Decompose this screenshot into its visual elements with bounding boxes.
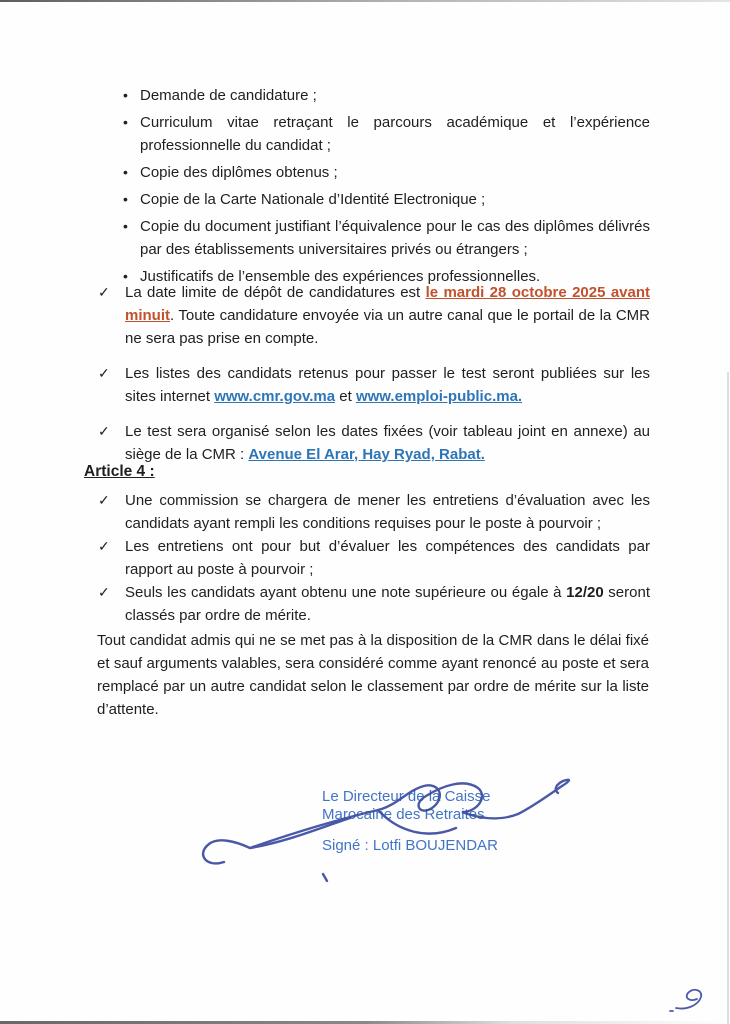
- bullet-icon: •: [123, 218, 128, 234]
- note-deadline-text: [125, 281, 650, 350]
- list-item-text: Copie des diplômes obtenus ;: [140, 164, 338, 181]
- article-4-item-text: Les entretiens ont pour but d’évaluer les compétences des candidats par rapport au poste à pourvoir ;: [125, 538, 650, 578]
- link-cmr-address[interactable]: Avenue El Arar, Hay Ryad, Rabat.: [248, 446, 485, 463]
- note-lists-publication: [84, 362, 650, 408]
- bullet-icon: •: [123, 164, 128, 180]
- list-item-text: Copie de la Carte Nationale d’Identité Electronique ;: [140, 191, 486, 208]
- checkmark-icon: ✓: [98, 492, 110, 508]
- link-cmr-website[interactable]: www.cmr.gov.ma: [214, 388, 336, 405]
- grade-threshold: 12/20: [566, 584, 604, 601]
- bullet-icon: •: [123, 114, 128, 130]
- handwritten-initial-paraph: [668, 984, 716, 1018]
- closing-paragraph: Tout candidat admis qui ne se met pas à la disposition de la CMR dans le délai fixé et sauf arguments valables, sera considéré comme ayant renoncé au poste et sera remplacé par un autre candidat selon le classement par ordre de mérite sur la liste d’attente.: [97, 632, 649, 718]
- article-4-item-text: [125, 581, 650, 627]
- note-test-prefix: Le test sera organisé selon les dates fixées (voir tableau joint en annexe) au siège de la CMR :: [125, 423, 650, 463]
- note-deadline-prefix: La date limite de dépôt de candidatures est: [125, 284, 426, 301]
- scan-edge-right: [727, 372, 729, 1024]
- article-4-item-suffix: seront classés par ordre de mérite.: [125, 584, 650, 624]
- link-emploi-public-website[interactable]: www.emploi-public.ma.: [355, 388, 523, 405]
- list-item-text: Justificatifs de l’ensemble des expériences professionnelles.: [140, 268, 541, 285]
- required-documents-list: [84, 84, 650, 292]
- article-4-item: [84, 581, 650, 627]
- note-deadline: [84, 281, 650, 350]
- list-item: [84, 161, 650, 184]
- notes-list: [84, 281, 650, 466]
- note-test-location-text: [125, 420, 650, 466]
- article-4-item: [84, 489, 650, 535]
- signature-signed-line: Signé : Lotfi BOUJENDAR: [322, 837, 498, 854]
- checkmark-icon: ✓: [98, 423, 110, 439]
- handwritten-signature-scrawl: [190, 756, 580, 888]
- list-item: [84, 188, 650, 211]
- bullet-icon: •: [123, 191, 128, 207]
- note-lists-text: [125, 362, 650, 408]
- deadline-date-highlight: le mardi 28 octobre 2025 avant minuit: [125, 284, 651, 324]
- article-4-heading: Article 4 :: [84, 463, 155, 480]
- signature-title-line2: Marocaine des Retraites: [322, 806, 485, 823]
- checkmark-icon: ✓: [98, 538, 110, 554]
- bullet-icon: •: [123, 268, 128, 284]
- list-item-text: Curriculum vitae retraçant le parcours académique et l’expérience professionnelle du candidat ;: [140, 114, 650, 154]
- note-lists-prefix: Les listes des candidats retenus pour passer le test seront publiées sur les sites internet: [125, 365, 650, 405]
- scan-edge-top: [0, 0, 730, 2]
- article-4-item: [84, 535, 650, 581]
- article-4-item-prefix: Seuls les candidats ayant obtenu une note supérieure ou égale à: [125, 584, 567, 601]
- note-deadline-suffix: . Toute candidature envoyée via un autre canal que le portail de la CMR ne sera pas prise en compte.: [125, 307, 650, 347]
- list-item: [84, 111, 650, 157]
- note-test-location: [84, 420, 650, 466]
- list-item: [84, 84, 650, 107]
- article-4-list: [84, 489, 650, 627]
- bullet-icon: •: [123, 87, 128, 103]
- list-item: [84, 215, 650, 261]
- checkmark-icon: ✓: [98, 365, 110, 381]
- list-item-text: Demande de candidature ;: [140, 87, 317, 104]
- article-4-item-text: Une commission se chargera de mener les entretiens d’évaluation avec les candidats ayant rempli les conditions requises pour le poste à pourvoir ;: [125, 492, 650, 532]
- signature-title-line1: Le Directeur de la Caisse: [322, 788, 491, 805]
- checkmark-icon: ✓: [98, 284, 110, 300]
- list-item-text: Copie du document justifiant l’équivalence pour le cas des diplômes délivrés par des établissements universitaires privés ou étrangers ;: [140, 218, 650, 258]
- checkmark-icon: ✓: [98, 584, 110, 600]
- note-lists-separator: et: [335, 388, 356, 405]
